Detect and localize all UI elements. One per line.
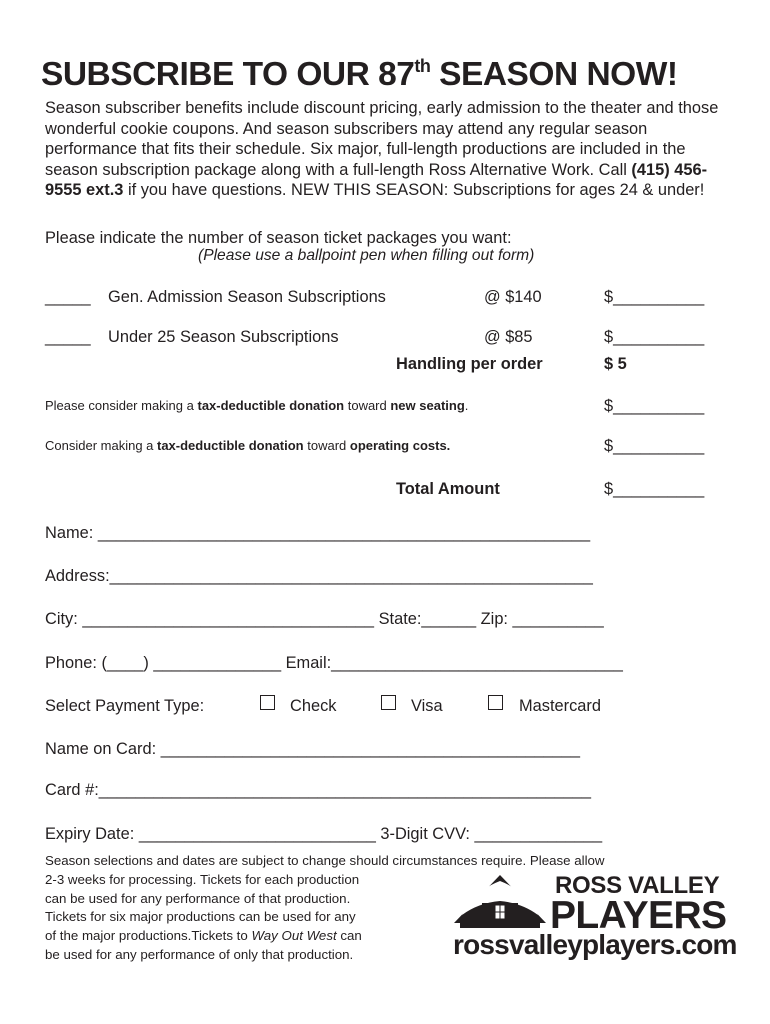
under25-label: Under 25 Season Subscriptions (108, 328, 339, 346)
under25-amount[interactable]: $__________ (604, 328, 705, 346)
brand-website[interactable]: rossvalleyplayers.com (453, 929, 737, 960)
under25-price: @ $85 (484, 328, 533, 346)
instructions: Please indicate the number of season ticket packages you want: (45, 229, 512, 247)
contact-phone: (415) 456-9555 ext.3 (45, 160, 708, 200)
handling-label: Handling per order (396, 355, 543, 373)
mastercard-label: Mastercard (519, 697, 601, 715)
page-title: SUBSCRIBE TO OUR 87th SEASON NOW! (41, 56, 678, 93)
name-on-card-field[interactable]: Name on Card: ______________________________________________ (45, 740, 581, 758)
check-label: Check (290, 697, 337, 715)
donation-operating-amount[interactable]: $__________ (604, 437, 705, 455)
expiry-cvv-field[interactable]: Expiry Date: __________________________ 3-Digit CVV: ______________ (45, 825, 603, 843)
visa-checkbox[interactable] (381, 695, 396, 710)
donation-seating-text: Please consider making a tax-deductible donation toward new seating. (45, 398, 469, 413)
name-field[interactable]: Name: ______________________________________________________ (45, 524, 591, 542)
donation-seating-amount[interactable]: $__________ (604, 397, 705, 415)
brand-name-bottom: PLAYERS (550, 894, 727, 937)
gen-admission-amount[interactable]: $__________ (604, 288, 705, 306)
city-state-zip-field[interactable]: City: ________________________________ State:______ Zip: __________ (45, 610, 604, 628)
total-label: Total Amount (396, 480, 500, 498)
donation-operating-text: Consider making a tax-deductible donation toward operating costs. (45, 438, 451, 453)
check-checkbox[interactable] (260, 695, 275, 710)
address-field[interactable]: Address:_____________________________________________________ (45, 567, 593, 585)
gen-admission-label: Gen. Admission Season Subscriptions (108, 288, 386, 306)
gen-qty-blank[interactable]: _____ (45, 288, 91, 306)
total-amount[interactable]: $__________ (604, 480, 705, 498)
instructions-note: (Please use a ballpoint pen when filling out form) (198, 247, 535, 264)
mastercard-checkbox[interactable] (488, 695, 503, 710)
intro-paragraph: Season subscriber benefits include discount pricing, early admission to the theater and those wonderful cookie coupons. And season subscribers may attend any regular season performance that fits their schedule. Six major, full-length productions are included in the season subscription package along with a full-length Ross Alternative Work. Call (415) 456-9555 ext.3 if you have questions. NEW THIS SEASON: Subscriptions for ages 24 & under! (45, 99, 719, 200)
handling-amount: $ 5 (604, 355, 627, 373)
phone-email-field[interactable]: Phone: (____) ______________ Email:________________________________ (45, 654, 623, 672)
payment-type-label: Select Payment Type: (45, 697, 205, 715)
theater-curtain-logo-icon (452, 873, 548, 931)
visa-label: Visa (411, 697, 443, 715)
card-number-field[interactable]: Card #:______________________________________________________ (45, 781, 591, 799)
brand-name-top: ROSS VALLEY (555, 872, 720, 899)
under25-qty-blank[interactable]: _____ (45, 328, 91, 346)
gen-admission-price: @ $140 (484, 288, 542, 306)
